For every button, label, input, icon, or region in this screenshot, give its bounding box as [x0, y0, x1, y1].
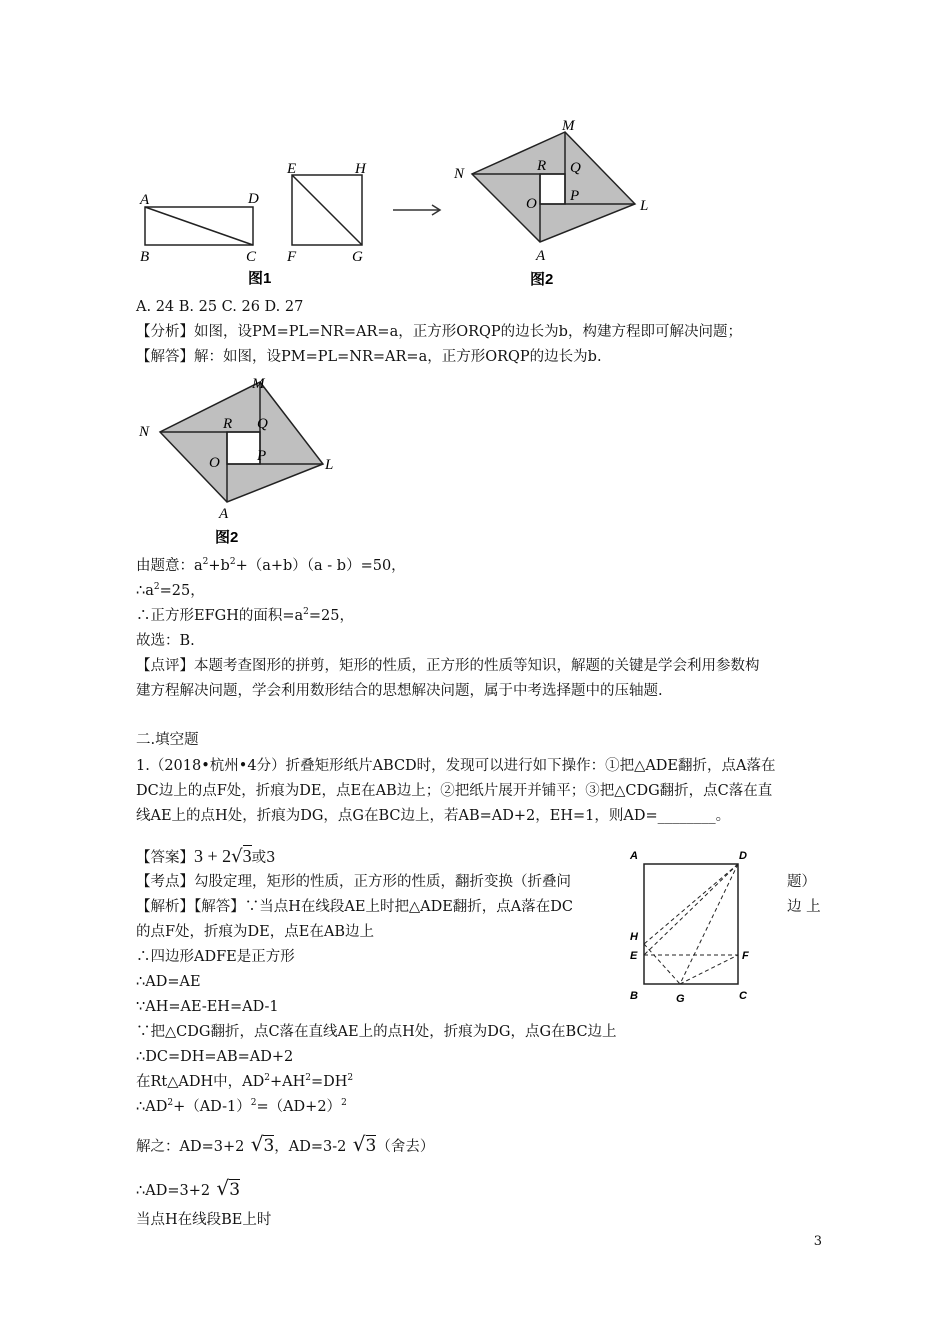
point-label: G	[352, 249, 363, 265]
point-label: Q	[570, 160, 581, 176]
point-label: F	[287, 249, 297, 265]
choice: 故选：B.	[136, 633, 195, 649]
point-label: E	[630, 950, 638, 962]
kaodian: 【考点】勾股定理，矩形的性质，正方形的性质，翻折变换（折叠问	[136, 874, 571, 890]
point-label: H	[630, 931, 638, 943]
page-number: 3	[813, 1234, 822, 1249]
solution-line: ∴AD=AE	[136, 974, 201, 990]
solution-line: ∵把△CDG翻折，点C落在直线AE上的点H处，折痕为DG，点G在BC边上	[136, 1024, 617, 1040]
question-line-1: 1.（2018•杭州•4分）折叠矩形纸片ABCD时，发现可以进行如下操作：①把△ADE翻折，点A落在	[136, 758, 776, 774]
equation-2: $\therefore a^2=25$，	[136, 582, 205, 599]
jiexi-end: 边 上	[787, 899, 821, 915]
point-label: B	[140, 249, 150, 265]
kaodian-end: 题）	[787, 874, 816, 890]
point-label: E	[287, 161, 297, 177]
point-label: M	[252, 376, 265, 392]
figure-1	[130, 155, 380, 295]
point-label: A	[536, 248, 546, 264]
point-label: L	[325, 457, 334, 473]
answer: 【答案】3 + 2√3或3	[136, 846, 276, 867]
point-label: C	[246, 249, 257, 265]
point-label: N	[139, 424, 150, 440]
point-label: O	[209, 455, 220, 471]
point-label: Q	[257, 416, 268, 432]
analysis: 【分析】如图，设PM=PL=NR=AR=a，正方形ORQP的边长为b，构建方程即可解决问题；	[136, 324, 742, 340]
solution-line: 在Rt△ADH中，$AD^2+AH^2=DH^2$	[136, 1073, 354, 1090]
figure-2	[450, 112, 670, 292]
point-label: G	[676, 993, 685, 1005]
point-label: N	[454, 166, 465, 182]
equation-1: 由题意：$a^2+b^2+(a+b)(a - b)=50$，	[136, 557, 406, 574]
figure-rectangle	[620, 840, 760, 1010]
solution-line: ∴DC=DH=AB=AD+2	[136, 1049, 294, 1065]
point-label: M	[562, 118, 575, 134]
solution: 【解答】解：如图，设PM=PL=NR=AR=a，正方形ORQP的边长为b.	[136, 349, 602, 365]
figure-2-solution	[135, 370, 355, 550]
point-label: A	[219, 506, 229, 522]
figure-caption: 图1	[248, 270, 272, 287]
comment-line-2: 建方程解决问题，学会利用数形结合的思想解决问题，属于中考选择题中的压轴题.	[136, 683, 663, 699]
solution-line: ∴四边形ADFE是正方形	[136, 949, 295, 965]
point-label: D	[739, 850, 747, 862]
solution-line: ∵AH=AE-EH=AD-1	[136, 999, 279, 1015]
point-label: D	[248, 191, 259, 207]
solution-line: ∴AD=3+2 √3	[136, 1176, 241, 1200]
comment-line-1: 【点评】本题考查图形的拼剪，矩形的性质，正方形的性质等知识，解题的关键是学会利用参数构	[136, 658, 760, 674]
arrow-icon	[390, 200, 445, 220]
point-label: A	[630, 850, 638, 862]
solution-line: 解之：AD=3+2 √3，AD=3-2 √3（舍去）	[136, 1132, 435, 1156]
answer-options: A. 24 B. 25 C. 26 D. 27	[136, 299, 304, 315]
point-label: C	[739, 990, 747, 1002]
solution-line: $\therefore AD^2+(AD-1)^2=(AD+2)^2$	[136, 1098, 347, 1115]
solution-line: 当点H在线段BE上时	[136, 1212, 272, 1228]
point-label: L	[640, 198, 649, 214]
point-label: R	[223, 416, 233, 432]
point-label: P	[570, 188, 580, 204]
solution-line: 的点F处，折痕为DE，点E在AB边上	[136, 924, 374, 940]
question-line-2: DC边上的点F处，折痕为DE，点E在AB边上；②把纸片展开并铺平；③把△CDG翻折，点C落在直	[136, 783, 773, 799]
equation-3: ∴正方形EFGH的面积$=a^2=25$，	[136, 607, 355, 624]
jiexi: 【解析】【解答】∵当点H在线段AE上时把△ADE翻折，点A落在DC	[136, 899, 573, 915]
question-line-3: 线AE上的点H处，折痕为DG，点G在BC边上，若AB=AD+2，EH=1，则AD=________。	[136, 808, 731, 824]
figure-caption: 图2	[530, 271, 554, 288]
point-label: O	[526, 196, 537, 212]
point-label: A	[140, 192, 150, 208]
figure-caption: 图2	[215, 529, 239, 546]
section-heading: 二.填空题	[136, 732, 199, 748]
point-label: R	[537, 158, 547, 174]
point-label: H	[355, 161, 366, 177]
point-label: B	[630, 990, 638, 1002]
point-label: P	[257, 448, 267, 464]
point-label: F	[742, 950, 749, 962]
